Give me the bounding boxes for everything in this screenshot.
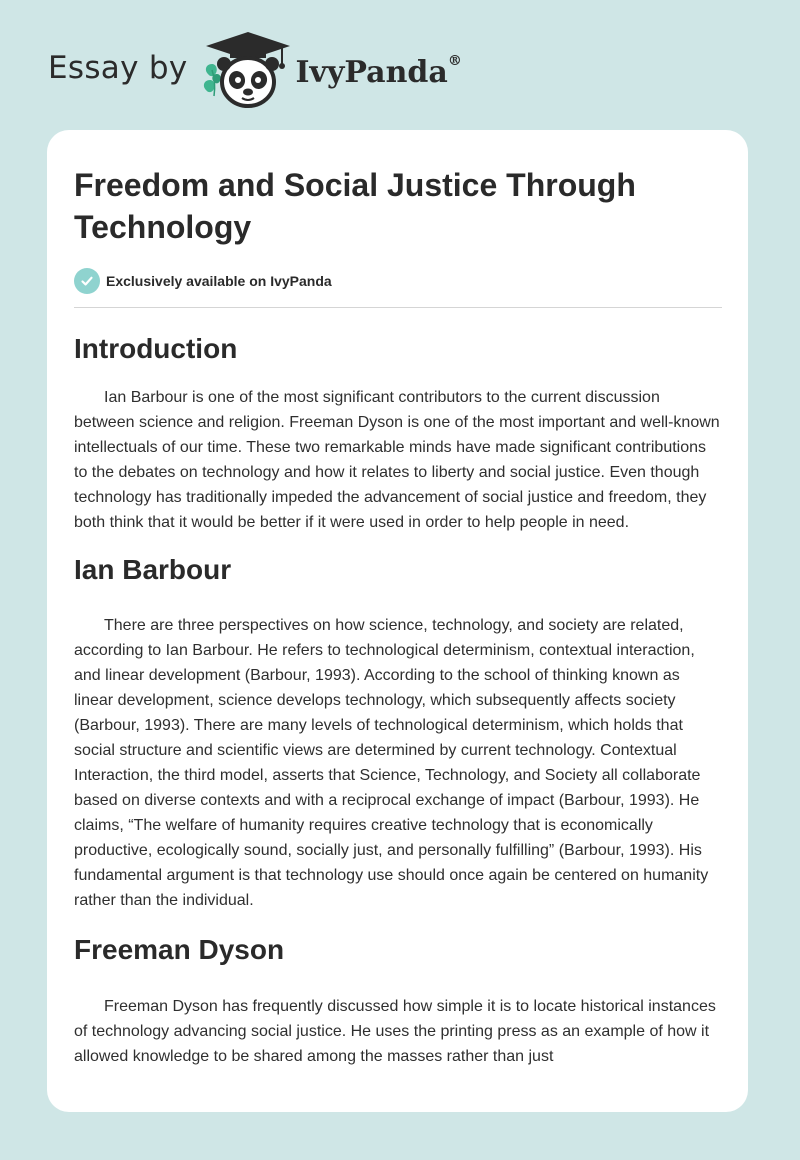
- panda-graduate-icon: [202, 30, 294, 110]
- section-heading-ian-barbour: Ian Barbour: [74, 554, 232, 585]
- section-paragraph-freeman-dyson: Freeman Dyson has frequently discussed how simple it is to locate historical instances of technology advancing social justice. He uses the printing press as an example of how it allowed knowledge to be shared among the masses rather than just: [74, 998, 716, 1065]
- essay-card: [47, 130, 748, 1112]
- check-icon: [74, 268, 100, 294]
- section-heading-freeman-dyson: Freeman Dyson: [74, 934, 285, 965]
- title-divider: [74, 307, 722, 308]
- section-paragraph-ian-barbour: There are three perspectives on how science, technology, and society are related, according to Ian Barbour. He refers to technological determinism, contextual interaction, and linear development (Barbour, 1993). According to the school of thinking known as linear development, science develops technology, which subsequently affects society (Barbour, 1993). There are many levels of technological determinism, which holds that social structure and scientific views are determined by current technology. Contextual Interaction, the third model, asserts that Science, Technology, and Society all collaborate based on diverse contexts and with a reciprocal exchange of impact (Barbour, 1993). He claims, “The welfare of humanity requires creative technology that is economically productive, ecologically sound, socially just, and personally fulfilling” (Barbour, 1993). His fundamental argument is that technology use should once again be centered on humanity rather than the individual.: [74, 617, 709, 909]
- essay-title: Freedom and Social Justice Through Technology: [74, 167, 636, 245]
- exclusive-text: Exclusively available on IvyPanda: [106, 273, 332, 289]
- section-heading-introduction: Introduction: [74, 333, 238, 364]
- logo-brand-text: IvyPanda®: [295, 52, 462, 90]
- exclusive-badge: [74, 268, 722, 294]
- section-paragraph-introduction: Ian Barbour is one of the most significant contributors to the current discussion between science and religion. Freeman Dyson is one of the most important and well-known intellectuals of our time. These two remarkable minds have made significant contributions to the debates on technology and how it relates to liberty and social justice. Even though technology has traditionally impeded the advancement of social justice and freedom, they both think that it would be better if it were used in order to help people in need.: [74, 389, 720, 531]
- ivypanda-logo[interactable]: [48, 30, 462, 110]
- logo-prefix-text: Essay by: [48, 50, 188, 86]
